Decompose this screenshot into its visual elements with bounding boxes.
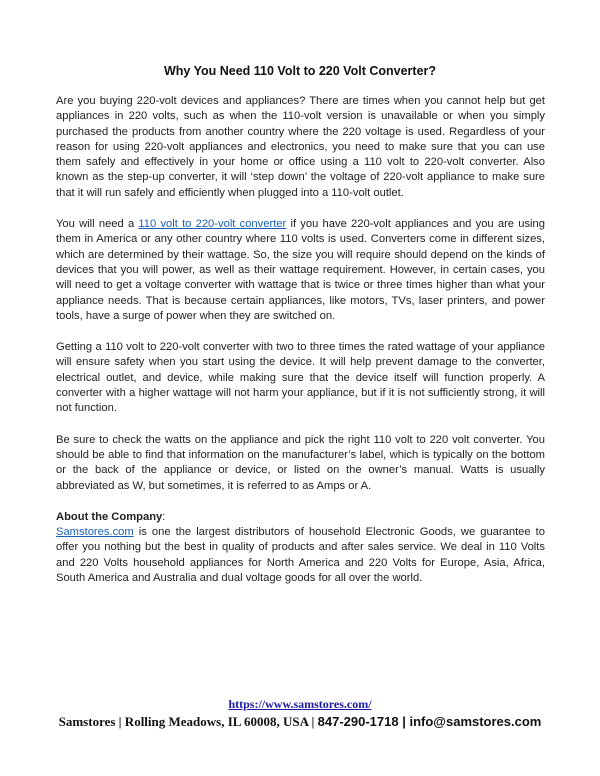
about-heading-line [56,510,545,525]
article-body [56,94,545,586]
page-title: Why You Need 110 Volt to 220 Volt Converter? [163,64,437,78]
footer-phone: 847-290-1718 [317,714,399,729]
about-section [56,510,545,586]
paragraph-intro: Are you buying 220-volt devices and appliances? There are times when you cannot help but get appliances in 220 volts, such as when the 110-volt version is unavailable or when you simply purchased the products from another country where the 220 voltage is used. Regardless of your reason for using 220-volt appliances and electronics, you need to make sure that you can use them safely and effectively in your home or office using a 110 volt to 220-volt converter. Also known as the step-up converter, it will ‘step down’ the voltage of 220-volt appliance to make sure that it will run safely and efficiently when plugged into a 110-volt outlet. [56,95,545,199]
paragraph-text: You will need a [56,218,139,231]
paragraph-converter-sizes [56,217,545,324]
converter-link[interactable]: 110 volt to 220-volt converter [138,218,287,231]
footer-contact-line [0,714,600,730]
paragraph-wattage: Getting a 110 volt to 220-volt converter with two to three times the rated wattage of your appliance will ensure safety when you start using the device. It will help prevent damage to the converter, electrical outlet, and device, while making sure that the device itself will function properly. A converter with a higher wattage will not harm your appliance, but if it is not sufficiently strong, it will not function. [56,341,545,415]
paragraph-check-watts: Be sure to check the watts on the appliance and pick the right 110 volt to 220 volt converter. You should be able to find that information on the manufacturer’s label, which is typically on the bottom or the back of the appliance or device, or listed on the owner’s manual. Watts is usually abbreviated as W, but sometimes, it is referred to as Amps or A. [56,433,545,492]
about-colon: : [162,510,166,523]
samstores-link[interactable]: Samstores.com [56,526,134,539]
about-description: is one the largest distributors of household Electronic Goods, we guarantee to offer you nothing but the best in quality of products and after sales service. We deal in 110 Volts and 220 Volts household appliances for North America and 220 Volts for Europe, Asia, Africa, South America and Australia and dual voltage goods for all over the world. [56,526,545,585]
footer-email: info@samstores.com [409,714,542,729]
about-heading: About the Company [56,510,163,523]
about-text [56,525,545,586]
footer-separator: | [398,714,410,729]
footer-address: Samstores | Rolling Meadows, IL 60008, USA | [58,714,318,729]
paragraph-text: if you have 220-volt appliances and you are using them in America or any other country where 110 volts is used. Converters come in different sizes, which are determined by their wattage. So, the size you will require should depend on the kinds of devices that you will power, as well as their wattage requirement. However, in certain cases, you will need to get a voltage converter with wattage that is twice or three times higher than what your appliance needs. That is because certain appliances, like motors, TVs, laser printers, and power tools, have a surge of power when they are switched on. [56,218,545,322]
footer [0,697,600,730]
footer-url-link[interactable]: https://www.samstores.com/ [228,697,372,711]
